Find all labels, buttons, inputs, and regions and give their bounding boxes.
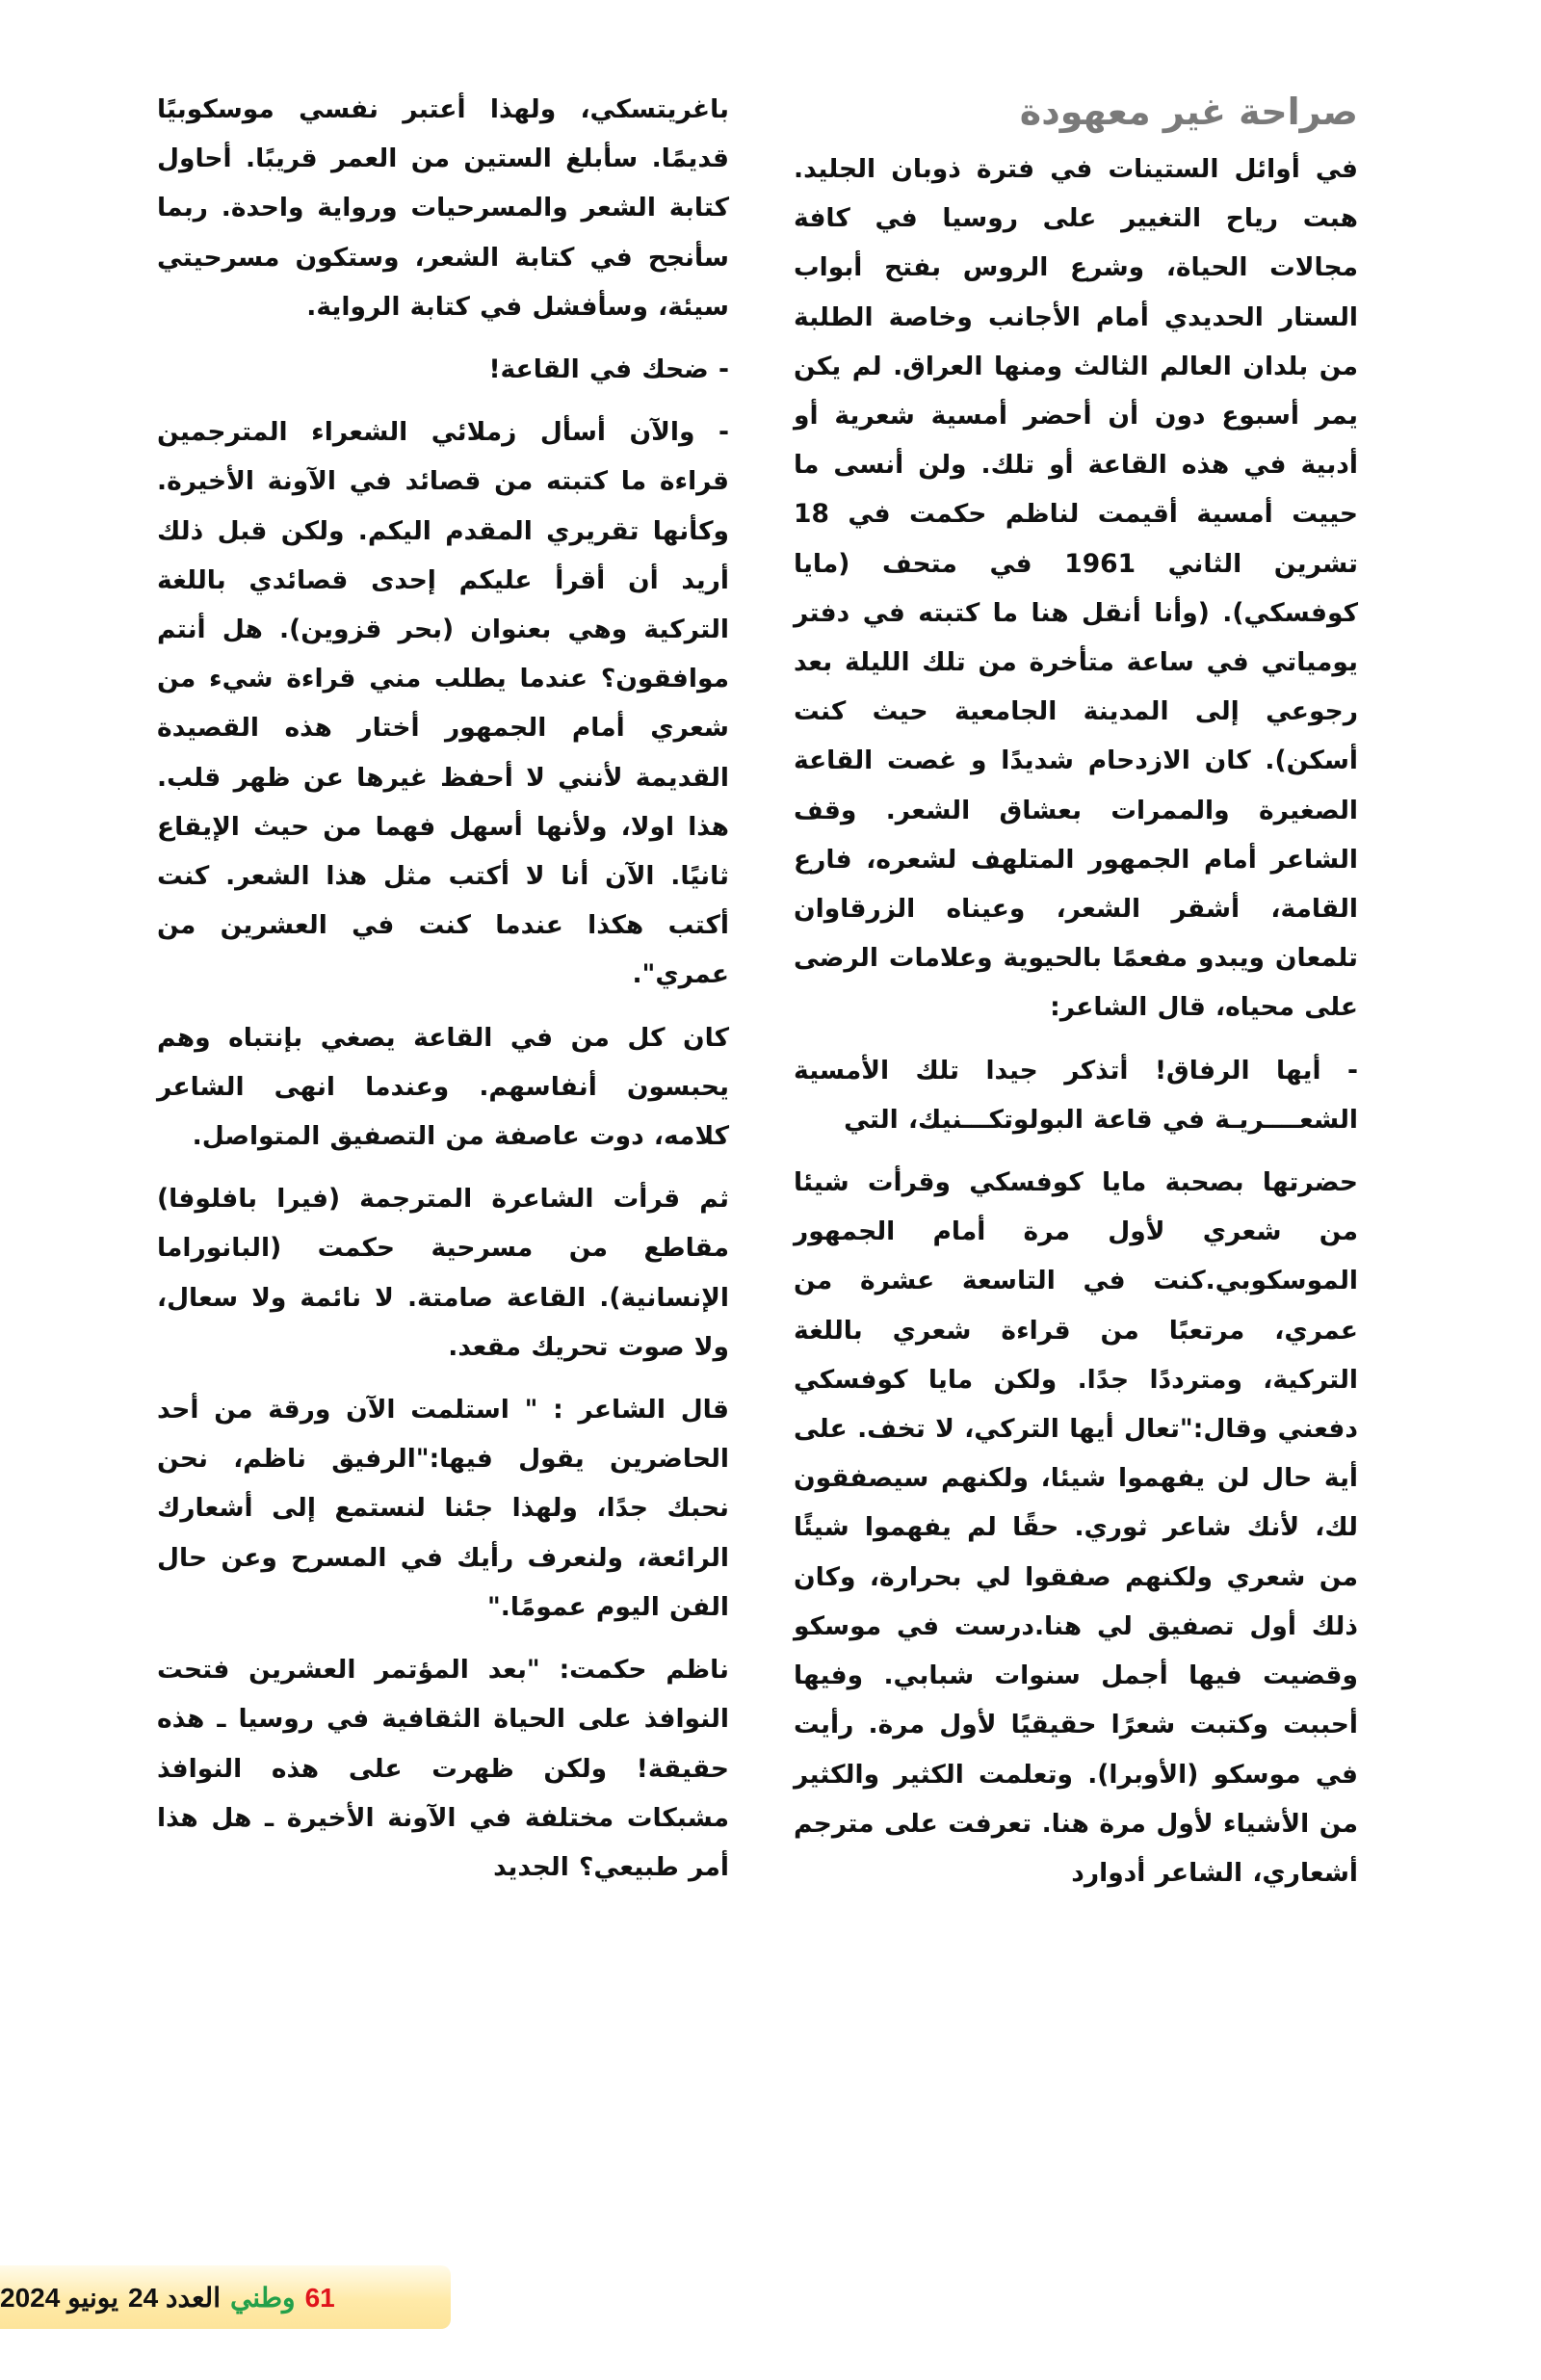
- paragraph: قال الشاعر : " استلمت الآن ورقة من أحد الحاضرين يقول فيها:"الرفيق ناظم، نحن نحبك جدًا، ولهذا جئنا لنستمع إلى أشعارك الرائعة، ولنعرف رأيك في المسرح وعن حال الفن اليوم عمومًا.": [157, 1395, 729, 1622]
- paragraph: باغريتسكي، ولهذا أعتبر نفسي موسكوبيًا قديمًا. سأبلغ الستين من العمر قريبًا. أحاول كتابة الشعر والمسرحيات ورواية واحدة. ربما سأنجح في كتابة الشعر، وستكون مسرحيتي سيئة، وسأفشل في كتابة الرواية.: [157, 94, 729, 322]
- paragraph: حضرتها بصحبة مايا كوفسكي وقرأت شيئا من شعري لأول مرة أمام الجمهور الموسكوبي.كنت في التاسعة عشرة من عمري، مرتعبًا من قراءة شعري باللغة التركية، ومترددًا جدًا. ولكن مايا كوفسكي دفعني وقال:"تعال أيها التركي، لا تخف. على أية حال لن يفهموا شيئا، ولكنهم سيصفقون لك، لأنك شاعر ثوري. حقًا لم يفهموا شيئًا من شعري ولكنهم صفقوا لي بحرارة، وكان ذلك أول تصفيق لي هنا.درست في موسكو وقضيت فيها أجمل سنوات شبابي. وفيها أحببت وكتبت شعرًا حقيقيًا لأول مرة. رأيت في موسكو (الأوبرا). وتعلمت الكثير والكثير من الأشياء لأول مرة هنا. تعرفت على مترجم أشعاري، الشاعر أدوارد: [794, 1167, 1358, 1888]
- paragraph: ناظم حكمت: "بعد المؤتمر العشرين فتحت النوافذ على الحياة الثقافية في روسيا ـ هذه حقيقة! ولكن ظهرت على هذه النوافذ مشبكات مختلفة في الآونة الأخيرة ـ هل هذا أمر طبيعي؟ الجديد: [157, 1655, 729, 1882]
- paragraph: ثم قرأت الشاعرة المترجمة (فيرا بافلوفا) مقاطع من مسرحية حكمت (البانوراما الإنسانية). القاعة صامتة. لا نائمة ولا سعال، ولا صوت تحريك مقعد.: [157, 1184, 729, 1362]
- article-column-right: [794, 85, 1358, 1911]
- magazine-name: وطني: [229, 2282, 296, 2313]
- paragraph: - والآن أسأل زملائي الشعراء المترجمين قراءة ما كتبته من قصائد في الآونة الأخيرة. وكأنها تقريري المقدم اليكم. ولكن قبل ذلك أريد أن أقرأ عليكم إحدى قصائدي باللغة التركية وهي بعنوان (بحر قزوين). هل أنتم موافقون؟ عندما يطلب مني قراءة شيء من شعري أمام الجمهور أختار هذه القصيدة القديمة لأنني لا أحفظ غيرها عن ظهر قلب. هذا اولا، ولأنها أسهل فهما من حيث الإيقاع ثانيًا. الآن أنا لا أكتب مثل هذا الشعر. كنت أكتب هكذا عندما كنت في العشرين من عمري".: [157, 417, 729, 990]
- paragraph: في أوائل الستينات في فترة ذوبان الجليد. هبت رياح التغيير على روسيا في كافة مجالات الحياة، وشرع الروس بفتح أبواب الستار الحديدي أمام الأجانب وخاصة الطلبة من بلدان العالم الثالث ومنها العراق. لم يكن يمر أسبوع دون أن أحضر أمسية شعرية أو أدبية في هذه القاعة أو تلك. ولن أنسى ما حييت أمسية أقيمت لناظم حكمت في 18 تشرين الثاني 1961 في متحف (مايا كوفسكي). (وأنا أنقل هنا ما كتبته في دفتر يومياتي في ساعة متأخرة من تلك الليلة بعد رجوعي إلى المدينة الجامعية حيث كنت أسكن). كان الازدحام شديدًا و غصت القاعة الصغيرة والممرات بعشاق الشعر. وقف الشاعر أمام الجمهور المتلهف لشعره، فارع القامة، أشقر الشعر، وعيناه الزرقاوان تلمعان ويبدو مفعمًا بالحيوية وعلامات الرضى على محياه، قال الشاعر:: [794, 154, 1358, 1023]
- page-footer: [0, 2265, 451, 2329]
- issue-label: العدد 24: [128, 2282, 221, 2313]
- paragraph: كان كل من في القاعة يصغي بإنتباه وهم يحبسون أنفاسهم. وعندما انهى الشاعر كلامه، دوت عاصفة من التصفيق المتواصل.: [157, 1022, 729, 1152]
- section-heading: صراحة غير معهودة: [1019, 91, 1358, 133]
- footer-content: [0, 2282, 335, 2314]
- article-column-left: [157, 85, 729, 1905]
- issue-date: يونيو 2024: [0, 2282, 119, 2313]
- page-number: 61: [304, 2282, 335, 2313]
- paragraph-aside: - ضحك في القاعة!: [488, 354, 729, 385]
- paragraph-quote: - أيها الرفاق! أتذكر جيدا تلك الأمسية الشعــــريـة في قاعة البولوتكـــنيك، التي: [794, 1055, 1358, 1135]
